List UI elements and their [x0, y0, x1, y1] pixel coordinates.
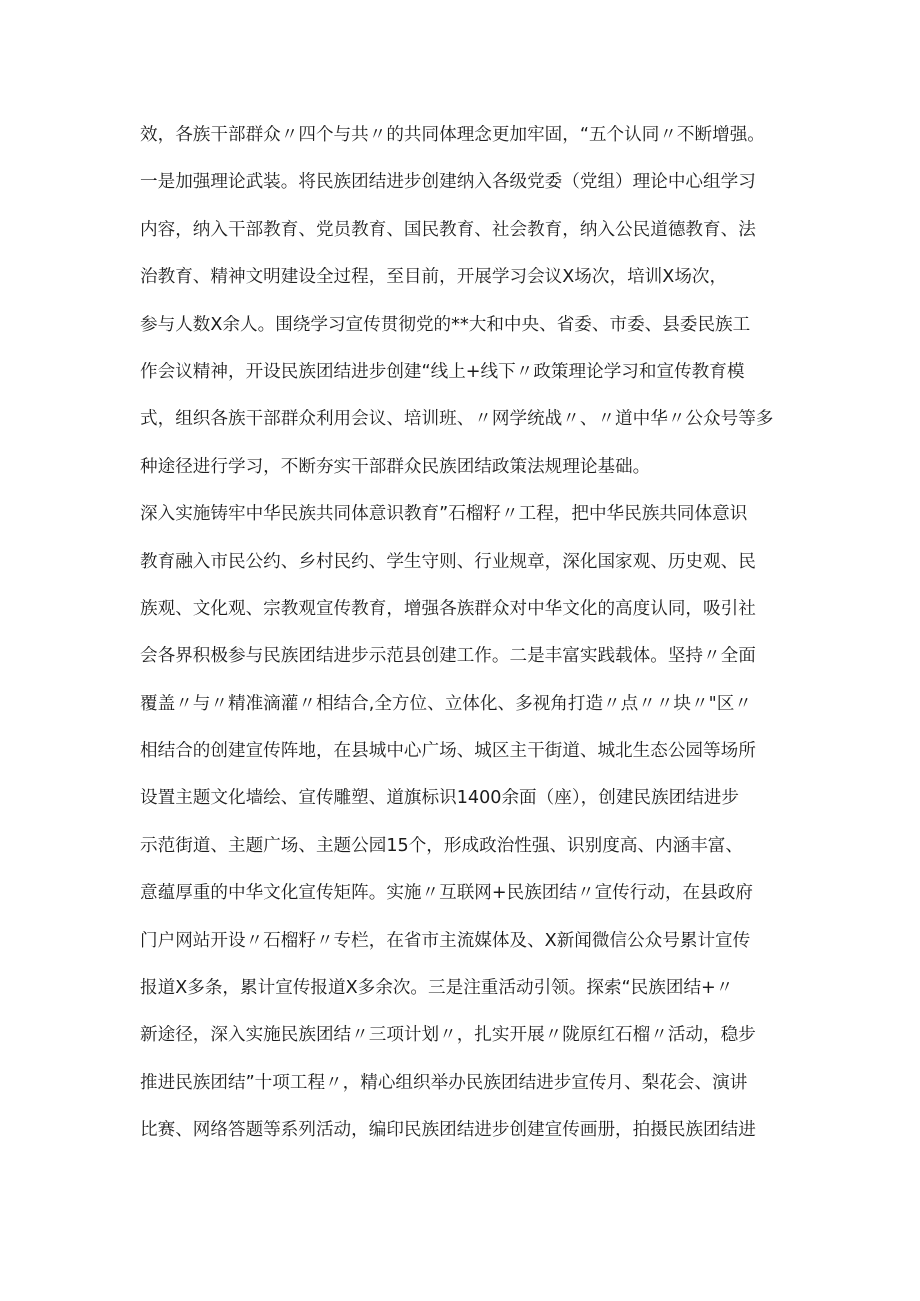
text-line: 比赛、网络答题等系列活动，编印民族团结进步创建宣传画册，拍摄民族团结进	[140, 1120, 756, 1141]
text-line: 新途径，深入实施民族团结〃三项计划〃，扎实开展〃陇原红石榴〃活动，稳步	[140, 1025, 756, 1046]
text-line: 覆盖〃与〃精准滴灌〃相结合,全方位、立体化、多视角打造〃点〃〃块〃"区〃	[140, 693, 752, 714]
text-line: 意蕴厚重的中华文化宣传矩阵。实施〃互联网+民族团结〃宣传行动，在县政府	[140, 883, 753, 904]
body-text	[140, 112, 790, 1155]
text-line: 深入实施铸牢中华民族共同体意识教育”石榴籽〃工程，把中华民族共同体意识	[140, 504, 748, 525]
text-line: 推进民族团结”十项工程〃，精心组织举办民族团结进步宣传月、梨花会、演讲	[140, 1072, 748, 1093]
text-line: 种途径进行学习，不断夯实干部群众民族团结政策法规理论基础。	[140, 456, 651, 477]
text-line: 内容，纳入干部教育、党员教育、国民教育、社会教育，纳入公民道德教育、法	[140, 219, 756, 240]
text-line: 式，组织各族干部群众利用会议、培训班、〃网学统战〃、〃道中华〃公众号等多	[140, 409, 774, 430]
text-line: 参与人数X余人。围绕学习宣传贯彻党的**大和中央、省委、市委、县委民族工	[140, 314, 751, 335]
text-line: 报道X多条，累计宣传报道X多余次。三是注重活动引领。探索“民族团结+〃	[140, 978, 734, 999]
text-line: 教育融入市民公约、乡村民约、学生守则、行业规章，深化国家观、历史观、民	[140, 551, 756, 572]
text-line: 门户网站开设〃石榴籽〃专栏，在省市主流媒体及、X新闻微信公众号累计宣传	[140, 930, 751, 951]
text-line: 治教育、精神文明建设全过程，至目前，开展学习会议X场次，培训X场次，	[140, 267, 728, 288]
text-line: 族观、文化观、宗教观宣传教育，增强各族群众对中华文化的高度认同，吸引社	[140, 598, 756, 619]
text-line: 示范街道、主题广场、主题公园15个，形成政治性强、识别度高、内涵丰富、	[140, 835, 743, 856]
text-line: 一是加强理论武装。将民族团结进步创建纳入各级党委（党组）理论中心组学习	[140, 172, 756, 193]
text-line: 相结合的创建宣传阵地，在县城中心广场、城区主干街道、城北生态公园等场所	[140, 741, 756, 762]
text-line: 效，各族干部群众〃四个与共〃的共同体理念更加牢固，“五个认同〃不断增强。	[140, 125, 765, 145]
text-line: 作会议精神，开设民族团结进步创建“线上+线下〃政策理论学习和宣传教育模	[140, 361, 745, 382]
text-line: 会各界积极参与民族团结进步示范县创建工作。二是丰富实践载体。坚持〃全面	[140, 646, 756, 667]
text-line: 设置主题文化墙绘、宣传雕塑、道旗标识1400余面（座），创建民族团结进步	[140, 788, 739, 809]
